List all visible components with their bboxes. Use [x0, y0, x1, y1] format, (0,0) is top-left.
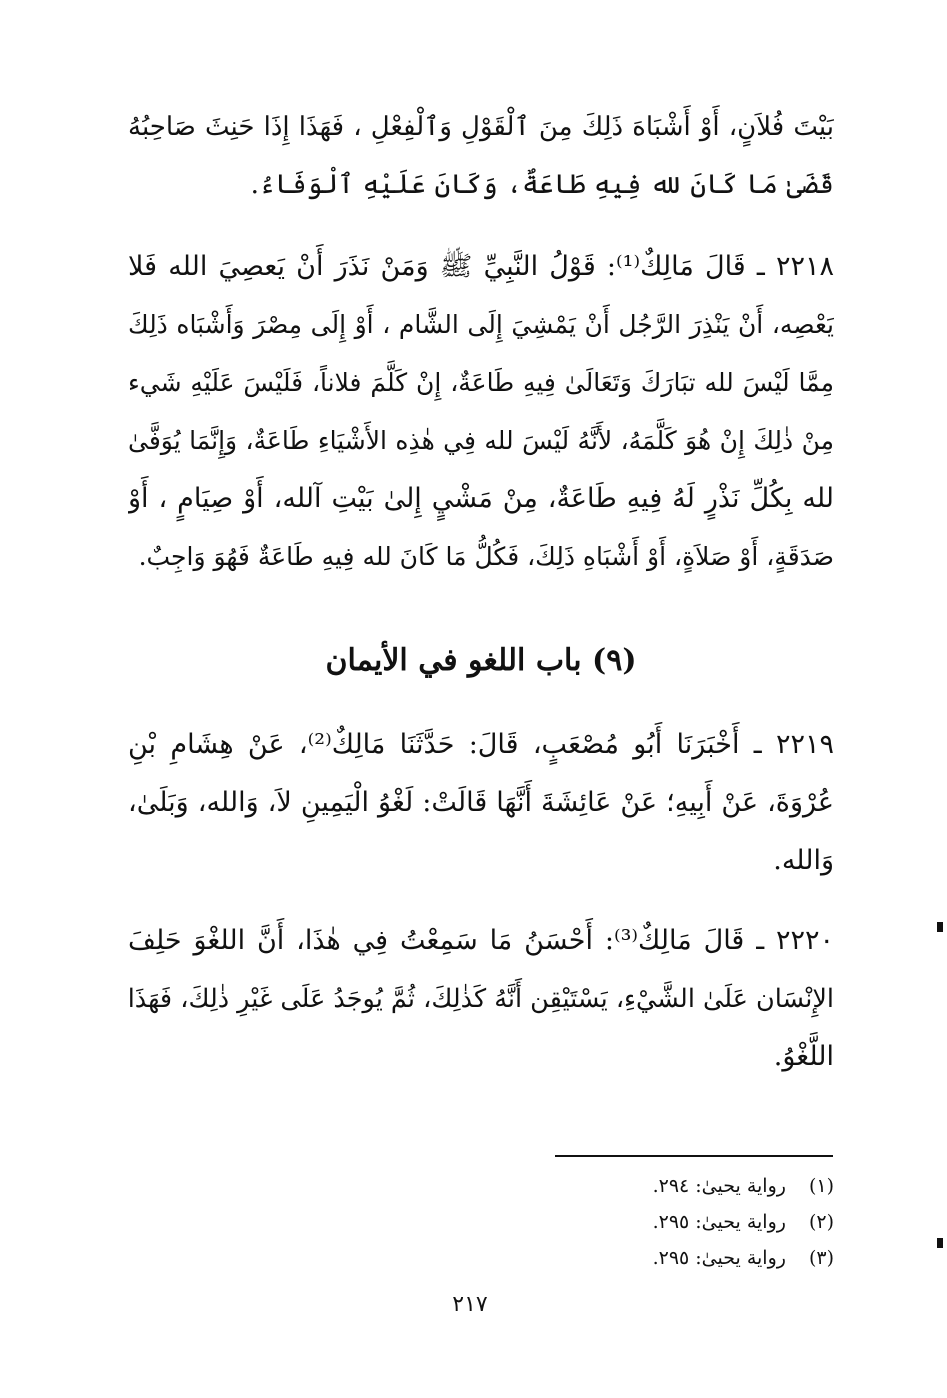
text-line: صَدَقَةٍ، أَوْ صَلاَةٍ، أَوْ أَشْبَاهِ ذَلِكَ، فَكُلُّ مَا كَانَ لله فِيهِ طَاعَةٌ فَهُوَ وَاجِبٌ.: [138, 542, 834, 571]
text-line: قَضَىٰ مَا كَانَ لله فِيهِ طَاعَةٌ، وَكَانَ عَلَيْهِ ٱلْوَفَاءُ.: [250, 169, 834, 200]
footnote-3: [500, 1240, 834, 1276]
footnote-number: (٣): [808, 1247, 834, 1269]
text-line: ٢٢١٩ ـ أَخْبَرَنَا أَبُو مُصْعَبٍ، قَالَ: حَدَّثَنَا مَالِكٌ⁽²⁾، عَنْ هِشَامِ بْنِ: [128, 729, 834, 760]
scan-edge-mark: [937, 922, 943, 932]
text-line: بَيْتَ فُلاَنٍ، أَوْ أَشْبَاهَ ذَلِكَ مِنَ ٱلْقَوْلِ وَٱلْفِعْلِ ، فَهَذَا إِذَا حَنِثَ صَاحِبُهُ: [128, 112, 834, 142]
text-line: لله بِكُلِّ نَذْرٍ لَهُ فِيهِ طَاعَةٌ، مِنْ مَشْيٍ إِلىٰ بَيْتِ آلله، أَوْ صِيَامٍ ، أَوْ: [128, 483, 834, 514]
footnote-number: (٢): [808, 1211, 834, 1233]
text-line: عُرْوَةَ، عَنْ أَبِيهِ؛ عَنْ عَائِشَةَ أَنَّهَا قَالَتْ: لَغْوُ الْيَمِينِ لاَ، وَالله، وَبَلَىٰ،: [128, 787, 834, 818]
text-line: الإِنْسَان عَلَىٰ الشَّيْءِ، يَسْتَيْقِن أَنَّهُ كَذٰلِكَ، ثُمَّ يُوجَدُ عَلَى غَيْرِ ذٰلِكَ، فَهَذَا: [128, 984, 834, 1014]
paragraph-2220: [128, 912, 834, 1086]
footnote-divider: [555, 1155, 833, 1157]
scan-edge-mark: [937, 1238, 943, 1248]
footnote-number: (١): [808, 1175, 834, 1197]
footnote-2: [500, 1204, 834, 1240]
footnote-text: رواية يحيىٰ: ٢٩٥.: [652, 1211, 786, 1233]
paragraph-continuation: [128, 98, 834, 214]
chapter-heading: (٩) باب اللغو في الأيمان: [325, 643, 637, 678]
footnote-text: رواية يحيىٰ: ٢٩٥.: [652, 1247, 786, 1269]
text-line: ٢٢٢٠ ـ قَالَ مَالِكٌ⁽³⁾: أَحْسَنُ مَا سَمِعْتُ فِي هٰذَا، أَنَّ اللغْوَ حَلِفَ: [128, 925, 834, 956]
paragraph-2218: [128, 238, 834, 586]
footnote-text: رواية يحيىٰ: ٢٩٤.: [652, 1175, 786, 1197]
text-line: اللَّغْوُ.: [773, 1041, 834, 1072]
text-line: مِنْ ذٰلِكَ إِنْ هُوَ كَلَّمَهُ، لأَنَّهُ لَيْسَ لله فِي هٰذِه الأَشْيَاءِ طَاعَةٌ، وَإِنَّمَا يُوَفَّىٰ: [128, 426, 834, 455]
footnote-1: [500, 1168, 834, 1204]
text-line: وَالله.: [773, 845, 834, 876]
footnotes: [500, 1168, 834, 1276]
paragraph-2219: [128, 716, 834, 890]
text-line: مِمَّا لَيْسَ لله تبَارَكَ وَتَعَالَىٰ فِيهِ طَاعَةٌ، إِنْ كَلَّمَ فلاناً، فَلَيْسَ عَلَيْهِ شَيء: [128, 368, 834, 397]
page-number: ٢١٧: [452, 1292, 488, 1317]
text-line: يَعْصِه، أَنْ يَنْذِرَ الرَّجُل أَنْ يَمْشِيَ إِلَى الشَّام ، أَوْ إِلَى مِصْرَ وَأَشْبَاه ذَلِكَ: [128, 310, 834, 339]
text-line: ٢٢١٨ ـ قَالَ مَالِكٌ⁽¹⁾: قَوْلُ النَّبِيِّ ﷺ وَمَنْ نَذَرَ أَنْ يَعصِيَ الله فَلا: [128, 251, 834, 282]
